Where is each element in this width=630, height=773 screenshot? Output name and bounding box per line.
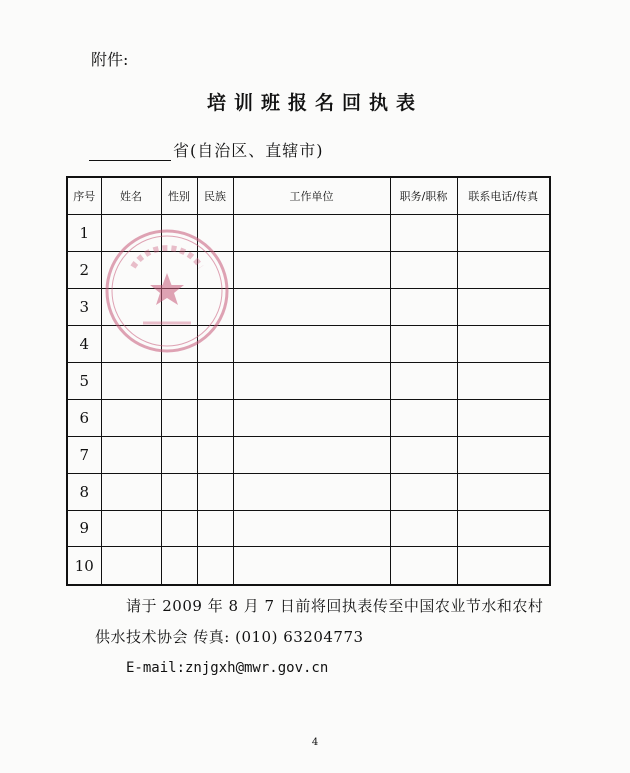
row-number: 6 — [67, 399, 101, 436]
row-number: 4 — [67, 325, 101, 362]
blank-entry-cell[interactable] — [390, 399, 457, 436]
blank-entry-cell[interactable] — [390, 547, 457, 585]
blank-entry-cell[interactable] — [233, 325, 390, 362]
blank-entry-cell[interactable] — [457, 547, 550, 585]
blank-entry-cell[interactable] — [101, 510, 161, 547]
blank-entry-cell[interactable] — [197, 547, 233, 585]
province-line — [89, 138, 324, 161]
blank-entry-cell[interactable] — [101, 547, 161, 585]
attachment-label: 附件: — [91, 50, 129, 69]
blank-entry-cell[interactable] — [233, 547, 390, 585]
header-cell: 性别 — [161, 177, 197, 215]
form-title: 培训班报名回执表 — [206, 92, 423, 114]
table-row — [67, 547, 550, 585]
blank-entry-cell[interactable] — [457, 473, 550, 510]
blank-entry-cell[interactable] — [161, 436, 197, 473]
blank-entry-cell[interactable] — [233, 399, 390, 436]
blank-entry-cell[interactable] — [390, 251, 457, 288]
blank-entry-cell[interactable] — [197, 362, 233, 399]
blank-entry-cell[interactable] — [101, 215, 161, 252]
blank-entry-cell[interactable] — [161, 251, 197, 288]
blank-entry-cell[interactable] — [390, 215, 457, 252]
table-row — [67, 215, 550, 252]
blank-entry-cell[interactable] — [101, 399, 161, 436]
blank-entry-cell[interactable] — [390, 510, 457, 547]
blank-entry-cell[interactable] — [161, 510, 197, 547]
blank-entry-cell[interactable] — [457, 251, 550, 288]
blank-entry-cell[interactable] — [161, 288, 197, 325]
blank-entry-cell[interactable] — [161, 215, 197, 252]
row-number: 7 — [67, 436, 101, 473]
blank-entry-cell[interactable] — [233, 436, 390, 473]
blank-entry-cell[interactable] — [457, 215, 550, 252]
contact-email: E-mail:znjgxh@mwr.gov.cn — [126, 660, 329, 676]
blank-entry-cell[interactable] — [390, 288, 457, 325]
table-row — [67, 436, 550, 473]
row-number: 1 — [67, 215, 101, 252]
header-cell: 职务/职称 — [390, 177, 457, 215]
row-number: 3 — [67, 288, 101, 325]
row-number: 5 — [67, 362, 101, 399]
blank-entry-cell[interactable] — [457, 288, 550, 325]
instruction-line-2: 供水技术协会 传真: (010) 63204773 — [95, 628, 364, 646]
blank-entry-cell[interactable] — [457, 362, 550, 399]
province-label: 省(自治区、直辖市) — [173, 141, 324, 160]
instruction-line-1: 请于 2009 年 8 月 7 日前将回执表传至中国农业节水和农村 — [126, 597, 544, 615]
blank-entry-cell[interactable] — [101, 436, 161, 473]
blank-entry-cell[interactable] — [161, 547, 197, 585]
blank-entry-cell[interactable] — [233, 215, 390, 252]
table-row — [67, 362, 550, 399]
page-number: 4 — [311, 737, 319, 748]
header-cell: 民族 — [197, 177, 233, 215]
blank-entry-cell[interactable] — [457, 510, 550, 547]
blank-entry-cell[interactable] — [233, 473, 390, 510]
table-row — [67, 325, 550, 362]
table-row — [67, 251, 550, 288]
blank-entry-cell[interactable] — [390, 325, 457, 362]
row-number: 9 — [67, 510, 101, 547]
row-number: 8 — [67, 473, 101, 510]
blank-entry-cell[interactable] — [197, 436, 233, 473]
blank-entry-cell[interactable] — [390, 473, 457, 510]
blank-entry-cell[interactable] — [101, 325, 161, 362]
blank-entry-cell[interactable] — [390, 362, 457, 399]
province-blank-field[interactable] — [89, 142, 171, 161]
table-row — [67, 510, 550, 547]
blank-entry-cell[interactable] — [457, 436, 550, 473]
blank-entry-cell[interactable] — [197, 215, 233, 252]
header-cell: 工作单位 — [233, 177, 390, 215]
blank-entry-cell[interactable] — [161, 473, 197, 510]
blank-entry-cell[interactable] — [161, 362, 197, 399]
blank-entry-cell[interactable] — [101, 288, 161, 325]
row-number: 2 — [67, 251, 101, 288]
table-row — [67, 399, 550, 436]
blank-entry-cell[interactable] — [390, 436, 457, 473]
blank-entry-cell[interactable] — [233, 510, 390, 547]
blank-entry-cell[interactable] — [233, 288, 390, 325]
blank-entry-cell[interactable] — [233, 362, 390, 399]
table-row — [67, 288, 550, 325]
blank-entry-cell[interactable] — [197, 251, 233, 288]
blank-entry-cell[interactable] — [233, 251, 390, 288]
table-header-row — [67, 177, 550, 215]
row-number: 10 — [67, 547, 101, 585]
blank-entry-cell[interactable] — [197, 399, 233, 436]
blank-entry-cell[interactable] — [197, 325, 233, 362]
blank-entry-cell[interactable] — [457, 325, 550, 362]
header-cell: 联系电话/传真 — [457, 177, 550, 215]
header-cell: 姓名 — [101, 177, 161, 215]
blank-entry-cell[interactable] — [101, 362, 161, 399]
blank-entry-cell[interactable] — [197, 288, 233, 325]
blank-entry-cell[interactable] — [161, 325, 197, 362]
blank-entry-cell[interactable] — [161, 399, 197, 436]
blank-entry-cell[interactable] — [457, 399, 550, 436]
blank-entry-cell[interactable] — [101, 251, 161, 288]
blank-entry-cell[interactable] — [197, 473, 233, 510]
blank-entry-cell[interactable] — [101, 473, 161, 510]
header-cell: 序号 — [67, 177, 101, 215]
table-row — [67, 473, 550, 510]
registration-table — [66, 176, 551, 586]
blank-entry-cell[interactable] — [197, 510, 233, 547]
